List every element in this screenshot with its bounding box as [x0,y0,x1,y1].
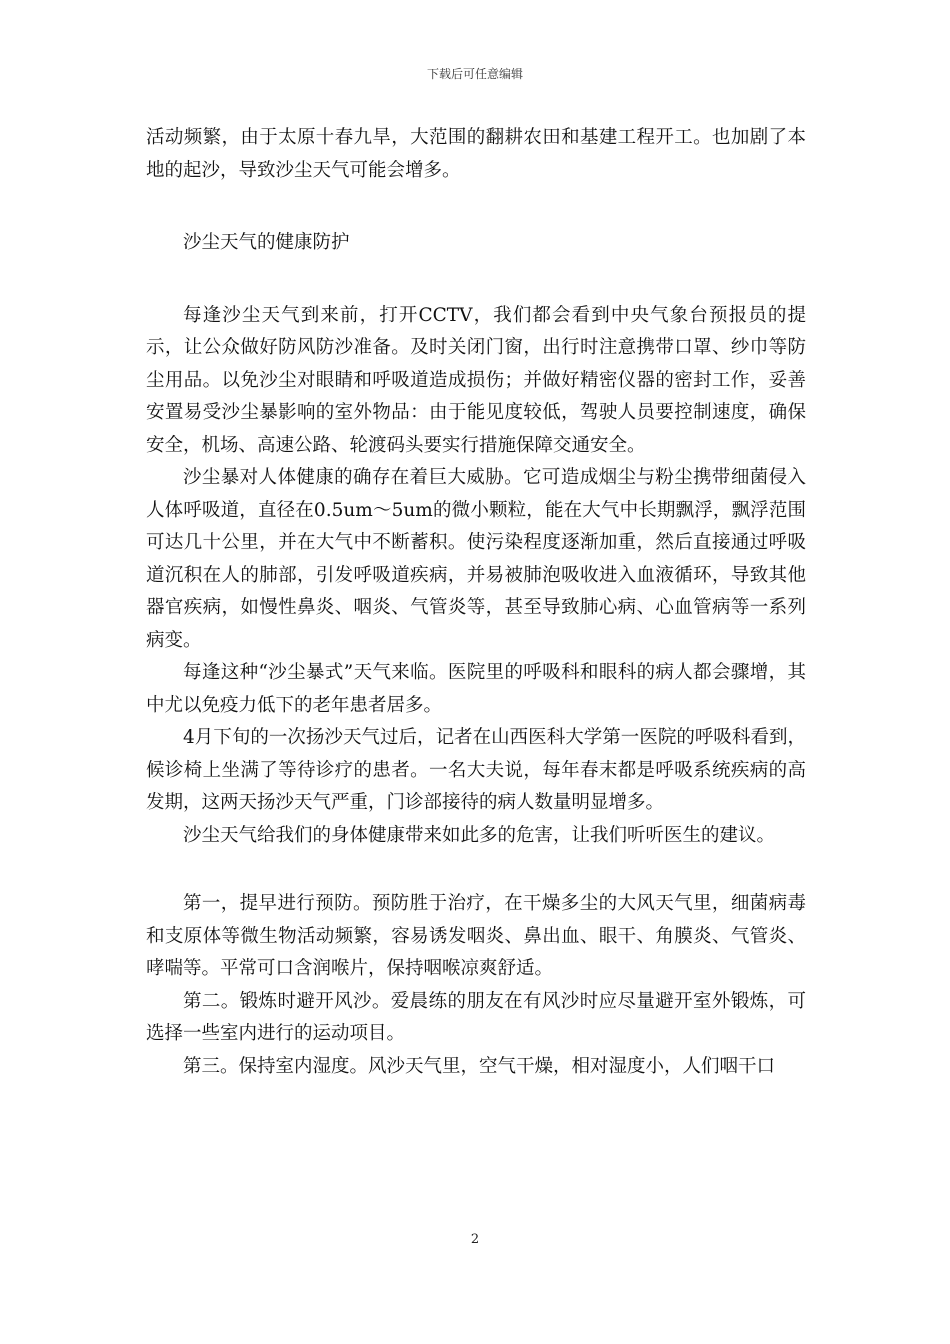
document-body [146,122,806,1083]
paragraph-continuation: 活动频繁，由于太原十春九旱，大范围的翻耕农田和基建工程开工。也加剧了本地的起沙，导致沙尘天气可能会增多。 [146,127,806,181]
paragraph: 第一，提早进行预防。预防胜于治疗，在干燥多尘的大风天气里，细菌病毒和支原体等微生物活动频繁，容易诱发咽炎、鼻出血、眼干、角膜炎、气管炎、哮喘等。平常可口含润喉片，保持咽喉凉爽舒适。 [146,893,806,979]
paragraph: 沙尘天气给我们的身体健康带来如此多的危害，让我们听听医生的建议。 [183,824,776,846]
spacer [146,260,806,300]
paragraph: 第二。锻炼时避开风沙。爱晨练的朋友在有风沙时应尽量避开室外锻炼，可选择一些室内进行的运动项目。 [146,990,806,1044]
paragraph: 每逢这种“沙尘暴式”天气来临。医院里的呼吸科和眼科的病人都会骤增，其中尤以免疫力低下的老年患者居多。 [146,662,806,716]
page-header: 下载后可任意编辑 [426,67,523,81]
paragraph: 沙尘暴对人体健康的确存在着巨大威胁。它可造成烟尘与粉尘携带细菌侵入人体呼吸道，直径在0.5um～5um的微小颗粒，能在大气中长期飘浮，飘浮范围可达几十公里，并在大气中不断蓄积。使污染程度逐渐加重，然后直接通过呼吸道沉积在人的肺部，引发呼吸道疾病，并易被肺泡吸收进入血液循环，导致其他器官疾病，如慢性鼻炎、咽炎、气管炎等，甚至导致肺心病、心血管病等一系列病变。 [146,467,806,651]
spacer [146,187,806,227]
spacer [146,852,806,888]
paragraph: 第三。保持室内湿度。风沙天气里，空气干燥，相对湿度小，人们咽干口 [183,1055,776,1077]
paragraph: 4月下旬的一次扬沙天气过后，记者在山西医科大学第一医院的呼吸科看到，候诊椅上坐满了等待诊疗的患者。一名大夫说，每年春末都是呼吸系统疾病的高发期，这两天扬沙天气严重，门诊部接待的病人数量明显增多。 [146,727,806,813]
paragraph: 每逢沙尘天气到来前，打开CCTV，我们都会看到中央气象台预报员的提示，让公众做好防风防沙准备。及时关闭门窗，出行时注意携带口罩、纱巾等防尘用品。以免沙尘对眼睛和呼吸道造成损伤；并做好精密仪器的密封工作，妥善安置易受沙尘暴影响的室外物品：由于能见度较低，驾驶人员要控制速度，确保安全，机场、高速公路、轮渡码头要实行措施保障交通安全。 [146,304,806,456]
section-heading: 沙尘天气的健康防护 [183,232,350,253]
page-number: 2 [470,1232,480,1247]
